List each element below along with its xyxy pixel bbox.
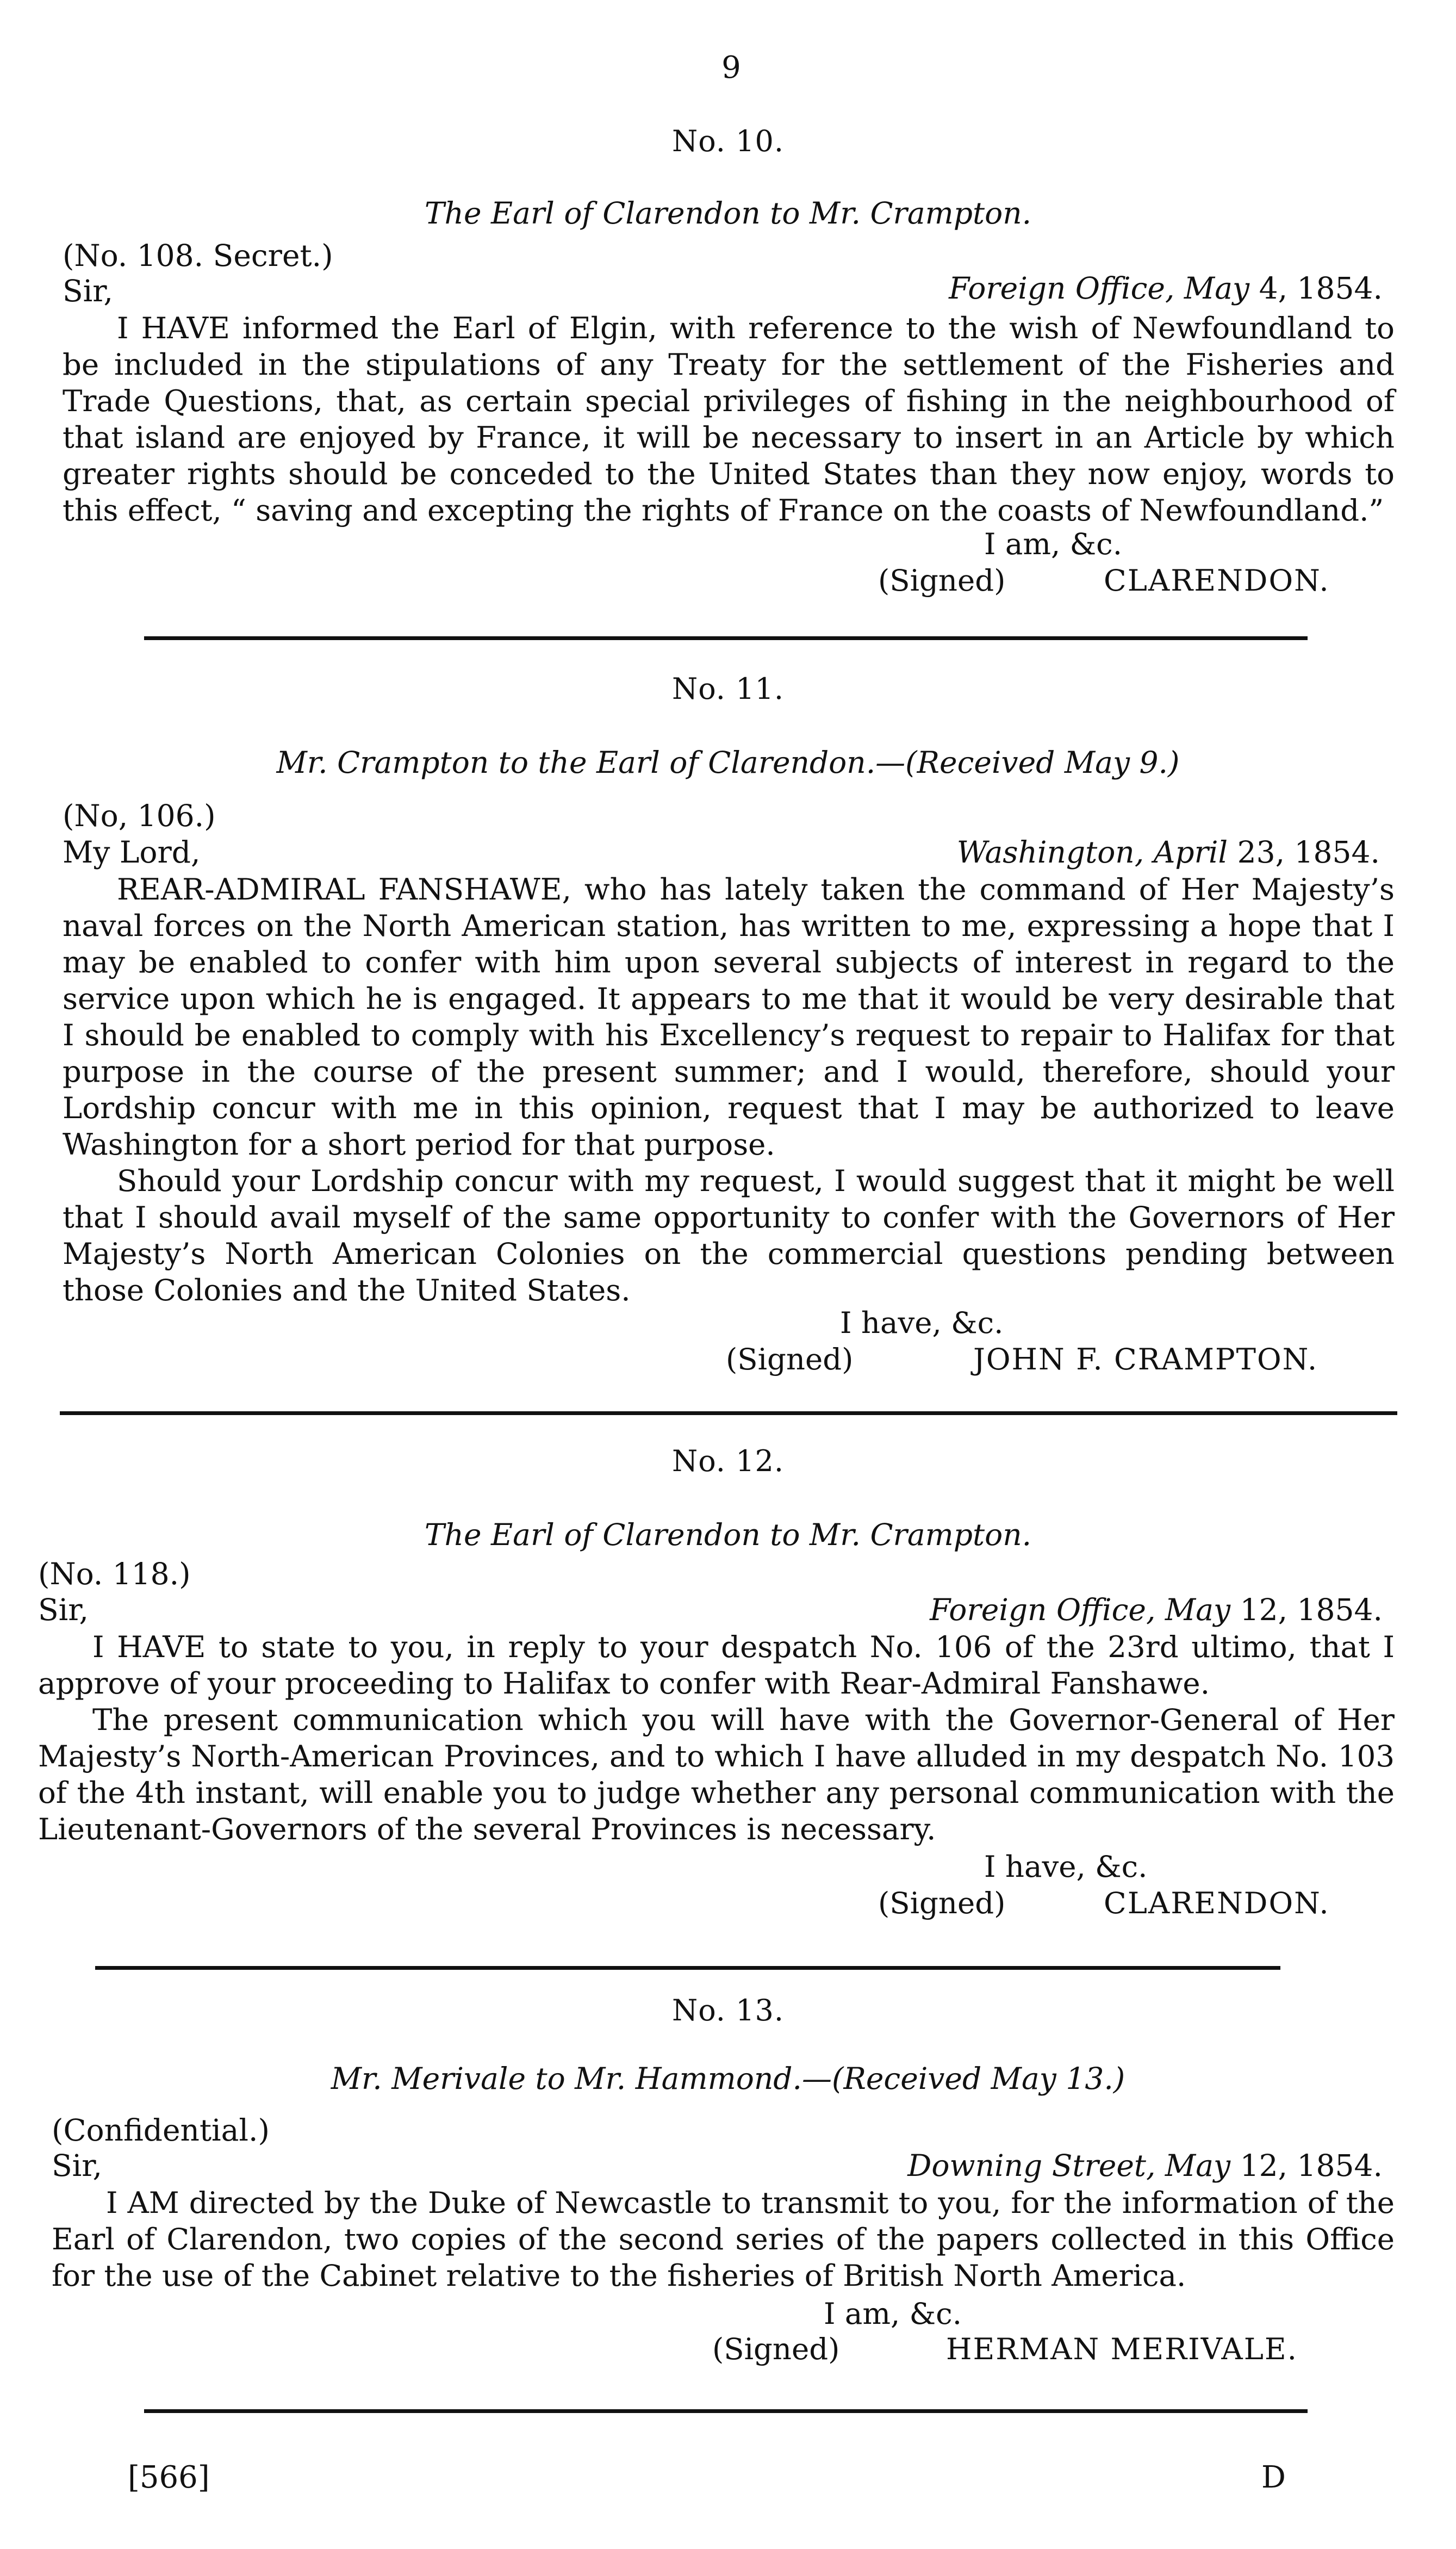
- signatory-name: JOHN F. CRAMPTON.: [973, 1342, 1318, 1376]
- letter-number: No. 10.: [671, 124, 785, 158]
- letter-dateline: [907, 2148, 1383, 2183]
- body-paragraph: I AM directed by the Duke of Newcastle to transmit to you, for the information of the Earl of Clarendon, two copies of the second series of the papers collected in this Office for the use of the Cabinet relative to the fisheries of British North America.: [52, 2185, 1395, 2293]
- letter-dateline: [949, 271, 1383, 306]
- signatory-name: HERMAN MERIVALE.: [946, 2331, 1298, 2366]
- dateline-place: Downing Street, May: [907, 2148, 1231, 2183]
- signatory-name: CLARENDON.: [1104, 563, 1330, 598]
- letter-heading: The Earl of Clarendon to Mr. Crampton.: [424, 196, 1032, 231]
- letter-closing: I have, &c.: [984, 1849, 1148, 1884]
- letter-dateline: [930, 1592, 1383, 1627]
- letter-salutation: Sir,: [63, 274, 114, 308]
- letter-number: No. 13.: [671, 1993, 785, 2027]
- section-divider: [144, 636, 1308, 640]
- signed-label: (Signed): [878, 563, 1006, 598]
- dateline-place: Foreign Office, May: [949, 271, 1250, 306]
- signed-label: (Signed): [712, 2331, 840, 2366]
- letter-heading: Mr. Merivale to Mr. Hammond.—(Received May 13.): [331, 2061, 1125, 2096]
- body-paragraph: I HAVE to state to you, in reply to your despatch No. 106 of the 23rd ultimo, that I approve of your proceeding to Halifax to confer with Rear-Admiral Fanshawe.: [38, 1629, 1395, 1701]
- letter-salutation: My Lord,: [63, 835, 201, 870]
- body-paragraph: Should your Lordship concur with my request, I would suggest that it might be well that I should avail myself of the same opportunity to confer with the Governors of Her Majesty’s North American Colonies on the commercial questions pending between those Colonies and the United States.: [63, 1163, 1395, 1307]
- signed-label: (Signed): [726, 1342, 854, 1376]
- dateline-date: 12, 1854.: [1240, 2148, 1383, 2183]
- signatory-name: CLARENDON.: [1104, 1886, 1330, 1920]
- letter-dateline: [957, 835, 1380, 870]
- letter-closing: I am, &c.: [984, 526, 1123, 561]
- letter-closing: I have, &c.: [840, 1305, 1004, 1340]
- letter-body: [63, 310, 1395, 529]
- dateline-date: 12, 1854.: [1240, 1592, 1383, 1627]
- letter-body: [38, 1629, 1395, 1847]
- dateline-place: Washington, April: [956, 835, 1228, 870]
- letter-number: No. 11.: [671, 672, 785, 706]
- letter-reference: (Confidential.): [52, 2113, 270, 2148]
- letter-reference: (No. 118.): [38, 1556, 191, 1591]
- dateline-date: 4, 1854.: [1259, 271, 1383, 306]
- page-number: 9: [721, 50, 741, 85]
- letter-number: No. 12.: [671, 1444, 785, 1478]
- signature-mark: D: [1261, 2460, 1286, 2495]
- body-paragraph: I HAVE informed the Earl of Elgin, with reference to the wish of Newfoundland to be included in the stipulations of any Treaty for the settlement of the Fisheries and Trade Questions, that, as certain special privileges of fishing in the neighbourhood of that island are enjoyed by France, it will be necessary to insert in an Article by which greater rights should be conceded to the United States than they now enjoy, words to this effect, “ saving and excepting the rights of France on the coasts of Newfoundland.”: [63, 311, 1395, 528]
- letter-body: [52, 2185, 1395, 2294]
- section-divider: [60, 1411, 1397, 1415]
- section-divider: [144, 2409, 1308, 2413]
- letter-reference: (No. 108. Secret.): [63, 238, 333, 273]
- signed-label: (Signed): [878, 1886, 1006, 1920]
- body-paragraph: REAR-ADMIRAL FANSHAWE, who has lately taken the command of Her Majesty’s naval forces on the North American station, has written to me, expressing a hope that I may be enabled to confer with him upon several subjects of interest in regard to the service upon which he is engaged. It appears to me that it would be very desirable that I should be enabled to comply with his Excellency’s request to repair to Halifax for that purpose in the course of the present summer; and I would, therefore, should your Lordship concur with me in this opinion, request that I may be authorized to leave Washington for a short period for that purpose.: [63, 872, 1395, 1162]
- dateline-date: 23, 1854.: [1237, 835, 1380, 870]
- body-paragraph: The present communication which you will have with the Governor-General of Her Majesty’s North-American Provinces, and to which I have alluded in my despatch No. 103 of the 4th instant, will enable you to judge whether any personal communication with the Lieutenant-Governors of the several Provinces is necessary.: [38, 1702, 1395, 1846]
- letter-salutation: Sir,: [52, 2148, 103, 2183]
- letter-heading: Mr. Crampton to the Earl of Clarendon.—(Received May 9.): [276, 745, 1180, 780]
- letter-body: [63, 871, 1395, 1308]
- letter-heading: The Earl of Clarendon to Mr. Crampton.: [424, 1517, 1032, 1552]
- letter-closing: I am, &c.: [824, 2296, 962, 2331]
- letter-reference: (No, 106.): [63, 798, 216, 833]
- dateline-place: Foreign Office, May: [930, 1592, 1231, 1627]
- section-divider: [95, 1966, 1280, 1970]
- letter-salutation: Sir,: [38, 1592, 89, 1627]
- print-code: [566]: [128, 2460, 210, 2495]
